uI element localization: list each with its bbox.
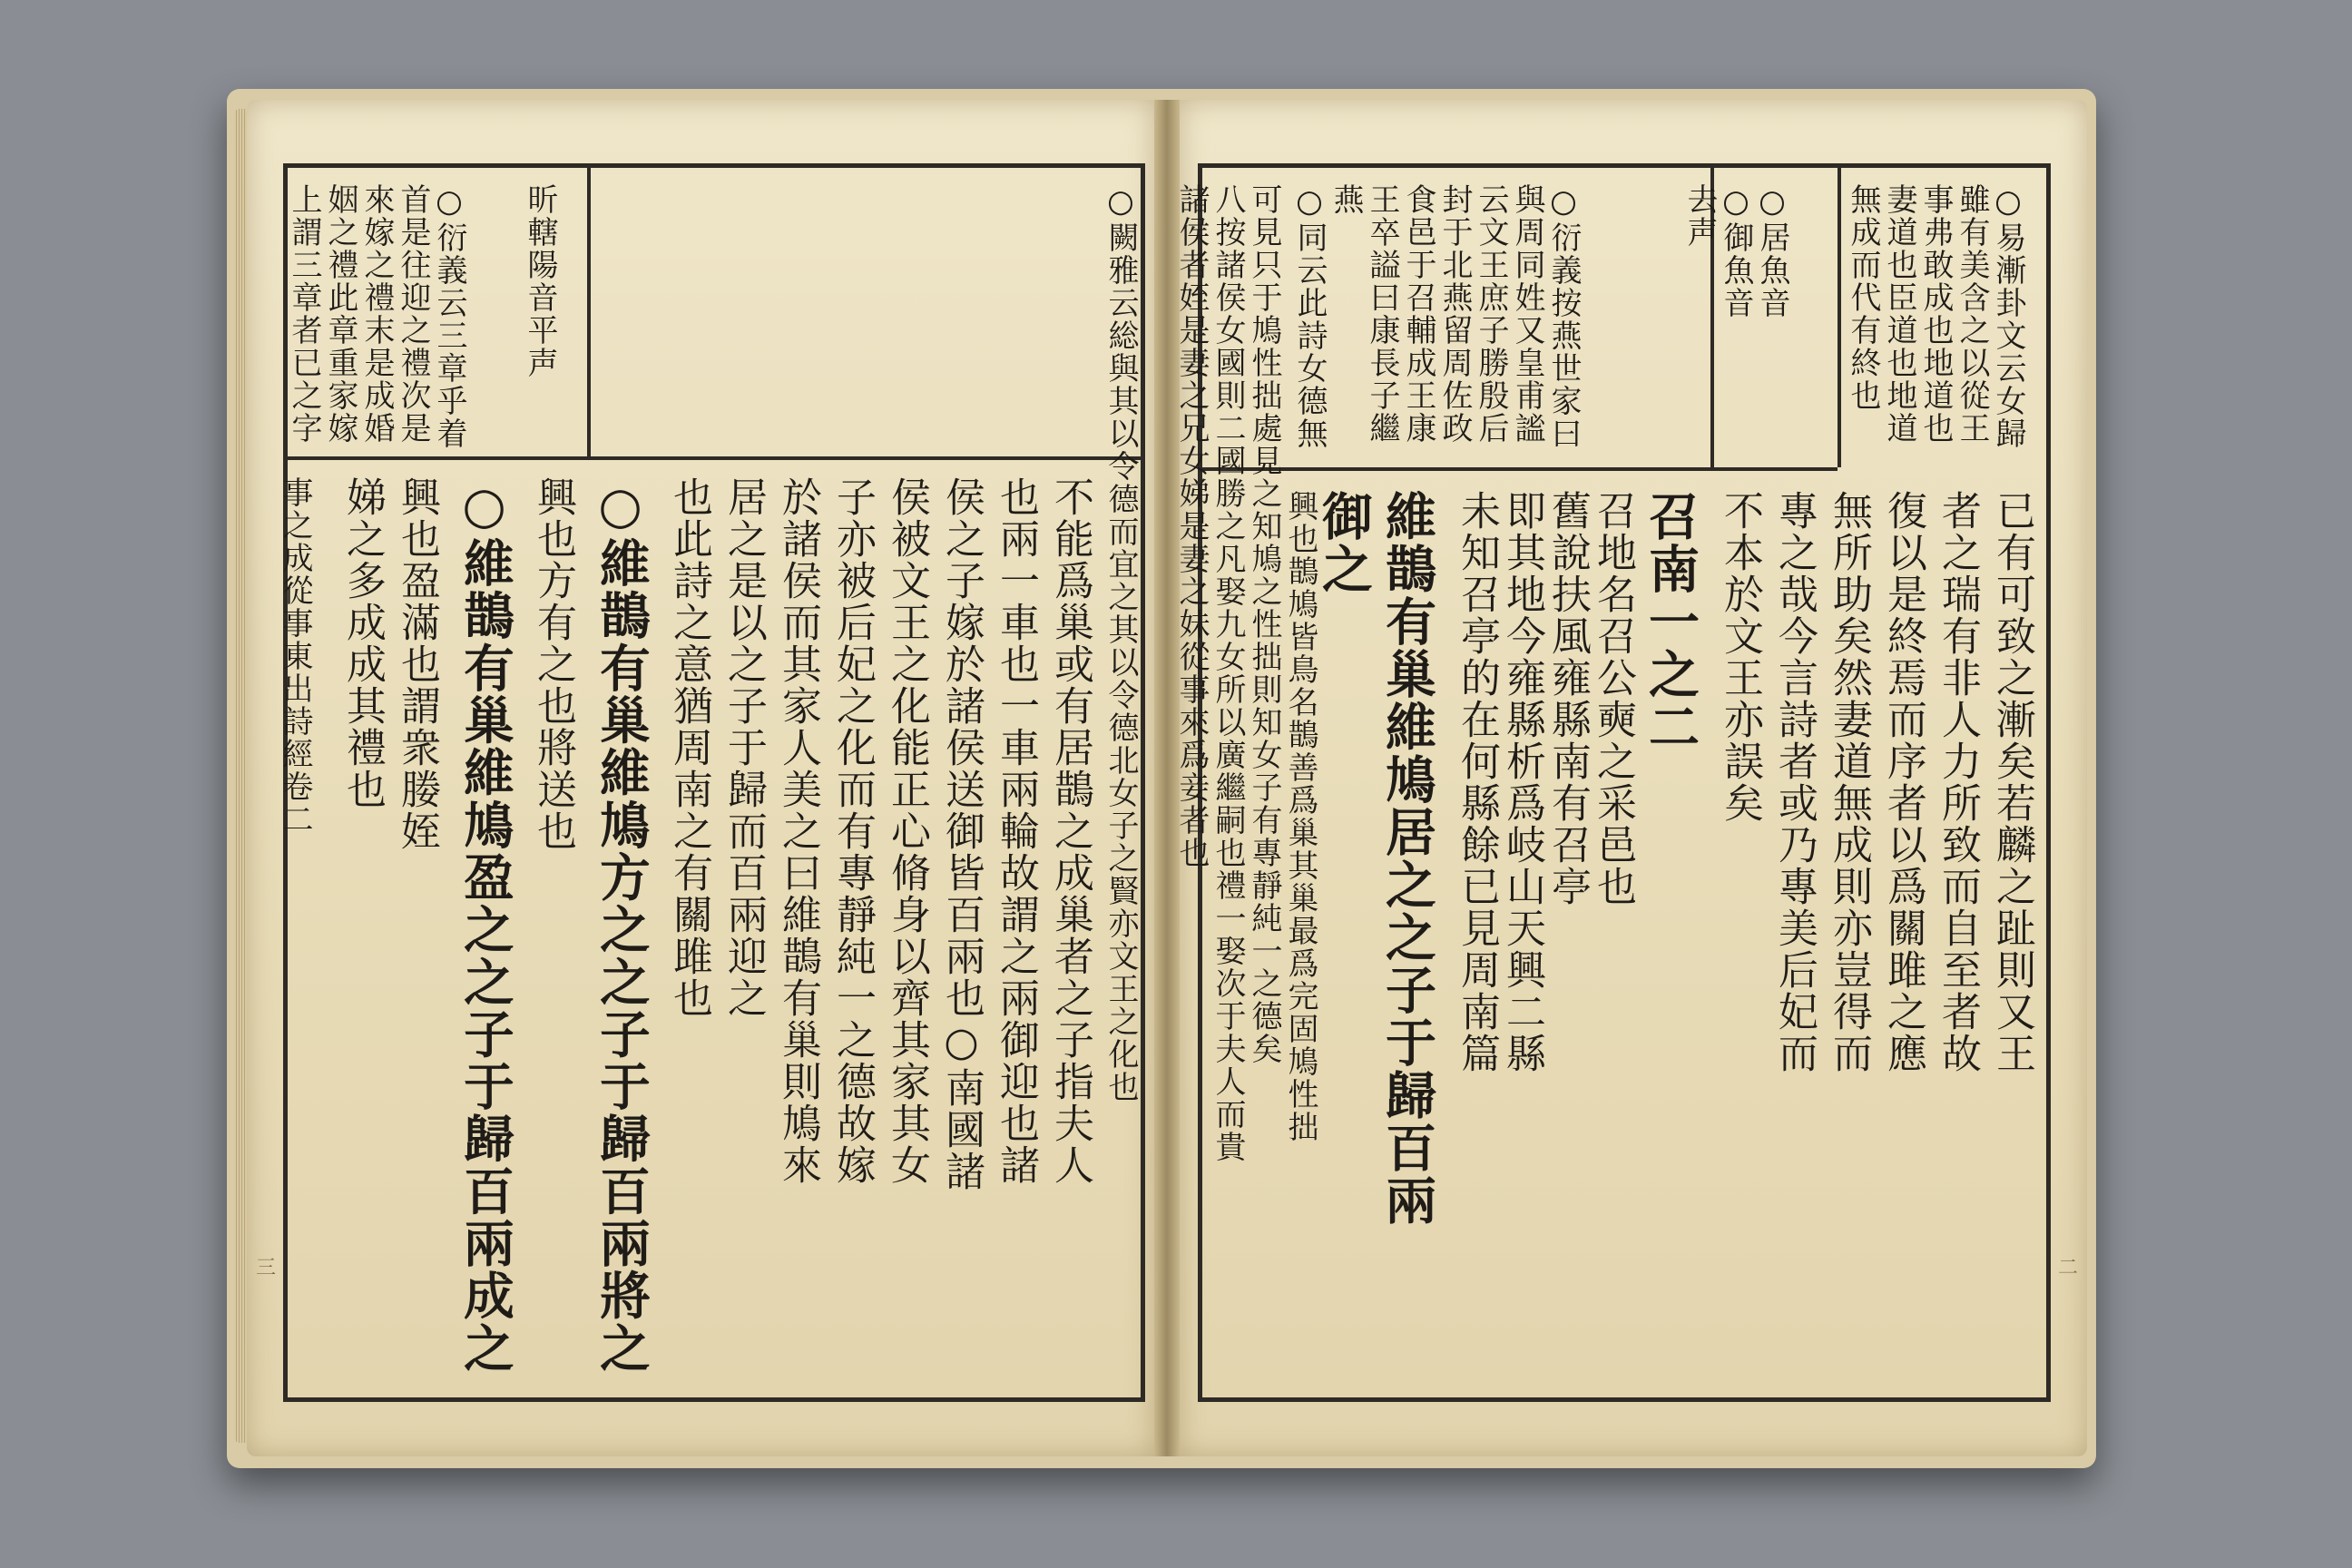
- right-main-column: 舊說扶風雍縣南有召亭: [1544, 490, 1591, 907]
- right-main-column: 可見只于鳩性拙處見之知鳩之性拙則知女子有專靜純一之德矣: [1246, 183, 1282, 1065]
- left-upper-note: 姻之禮此章重家嫁: [322, 183, 358, 445]
- left-main-column: ○維鵲有巢維鳩盈之之子于歸百兩成之: [455, 476, 514, 1375]
- left-page-folio: 三: [256, 1257, 277, 1279]
- right-reading: ○御魚音: [1718, 183, 1754, 319]
- left-upper-note: 昕轄陽音平声: [522, 183, 558, 379]
- right-reading: ○居魚音: [1754, 183, 1790, 319]
- left-main-column: 侯之子嫁於諸侯送御皆百兩也○南國諸: [938, 476, 985, 1192]
- right-upper-note: 食邑于召輔成王康: [1400, 183, 1436, 445]
- left-upper-note: 來嫁之禮末是成婚: [358, 183, 395, 445]
- right-section-title: 召南一之二: [1641, 490, 1700, 753]
- left-main-column: 於諸侯而其家人美之曰維鵲有巢則鳩來: [775, 476, 821, 1186]
- left-margin-title: 事之成從事東出詩經卷二: [277, 476, 313, 836]
- left-main-column: ○維鵲有巢維鳩方之之子于歸百兩將之: [591, 476, 650, 1375]
- left-divider: [288, 456, 1141, 460]
- right-main-column: 不本於文王亦誤矣: [1717, 490, 1763, 824]
- right-upper-note: 無成而代有終也: [1845, 183, 1881, 412]
- right-upper-note: 云文王庶子勝殷后: [1473, 183, 1509, 445]
- right-upper-note: 王卒謚曰康長子繼: [1364, 183, 1400, 445]
- right-upper-note: 燕: [1328, 183, 1364, 216]
- left-main-column: 子亦被后妃之化而有專靜純一之德故嫁: [829, 476, 876, 1186]
- right-upper-note: 與周同姓又皇甫謐: [1509, 183, 1545, 445]
- left-upper-divider: [587, 168, 591, 456]
- left-main-column: 娣之多成成其禮也: [339, 476, 386, 810]
- right-page: [1173, 100, 2087, 1456]
- left-upper-note: ○闕雅云総與其以令德而宜之其以令德北女子之賢亦文王之化也: [1102, 183, 1139, 1103]
- right-divider: [1202, 467, 1838, 471]
- right-upper-divider-a: [1838, 168, 1841, 467]
- left-main-column: 居之是以之子于歸而百兩迎之: [720, 476, 767, 1019]
- right-upper-note: 雖有美含之以從王: [1954, 183, 1990, 445]
- left-upper-note: ○衍義云三章乎着: [431, 183, 467, 450]
- right-reading: 去声: [1681, 183, 1718, 249]
- left-main-column: 也此詩之意猶周南之有關雎也: [666, 476, 712, 1019]
- right-main-column: 召地名召公奭之采邑也: [1590, 490, 1636, 907]
- right-page-folio: 二: [2057, 1257, 2078, 1279]
- left-main-column: 也兩一車也一車兩輪故謂之兩御迎也諸: [993, 476, 1039, 1186]
- right-main-column: 興也鵲鳩皆鳥名鵲善爲巢其巢最爲完固鳩性拙: [1282, 490, 1318, 1143]
- left-upper-note: 上謂三章者已之字: [286, 183, 322, 445]
- right-main-column: 無所助矣然妻道無成則亦豈得而: [1826, 490, 1872, 1074]
- right-upper-note: ○衍義按燕世家曰: [1545, 183, 1582, 450]
- right-main-column: 未知召亭的在何縣餘已見周南篇: [1454, 490, 1500, 1074]
- right-upper-note: 事弗敢成也地道也: [1917, 183, 1954, 445]
- right-main-column: 八按諸侯女國則二國勝之凡娶九女所以廣繼嗣也禮一娶次于夫人而貴: [1210, 183, 1246, 1163]
- right-main-column: 即其地今雍縣析爲岐山天興二縣: [1499, 490, 1545, 1074]
- right-main-column: 者之瑞有非人力所致而自至者故: [1935, 490, 1981, 1074]
- right-main-column: 維鵲有巢維鳩居之之子于歸百兩: [1377, 490, 1437, 1227]
- right-main-column: 御之: [1314, 490, 1374, 595]
- right-upper-note: 封于北燕留周佐政: [1436, 183, 1473, 445]
- left-page: [247, 100, 1154, 1456]
- right-upper-note: ○易漸卦文云女歸: [1990, 183, 2026, 450]
- right-upper-note: ○同云此詩女德無: [1291, 183, 1328, 450]
- left-main-column: 侯被文王之化能正心脩身以齊其家其女: [884, 476, 930, 1186]
- right-main-column: 諸侯者姪是妻之兄女娣是妻之妹從事來爲妾者也: [1173, 183, 1210, 869]
- left-main-column: 不能爲巢或有居鵲之成巢者之子指夫人: [1047, 476, 1093, 1186]
- left-main-column: 興也盈滿也謂衆媵姪: [394, 476, 440, 852]
- left-upper-note: 首是往迎之禮次是: [395, 183, 431, 445]
- right-main-column: 專之哉今言詩者或乃專美后妃而: [1771, 490, 1818, 1074]
- right-main-column: 已有可致之漸矣若麟之趾則又王: [1989, 490, 2035, 1074]
- right-upper-note: 妻道也臣道也地道: [1881, 183, 1917, 445]
- left-main-column: 興也方有之也將送也: [530, 476, 576, 852]
- right-main-column: 復以是終焉而序者以爲關雎之應: [1880, 490, 1926, 1074]
